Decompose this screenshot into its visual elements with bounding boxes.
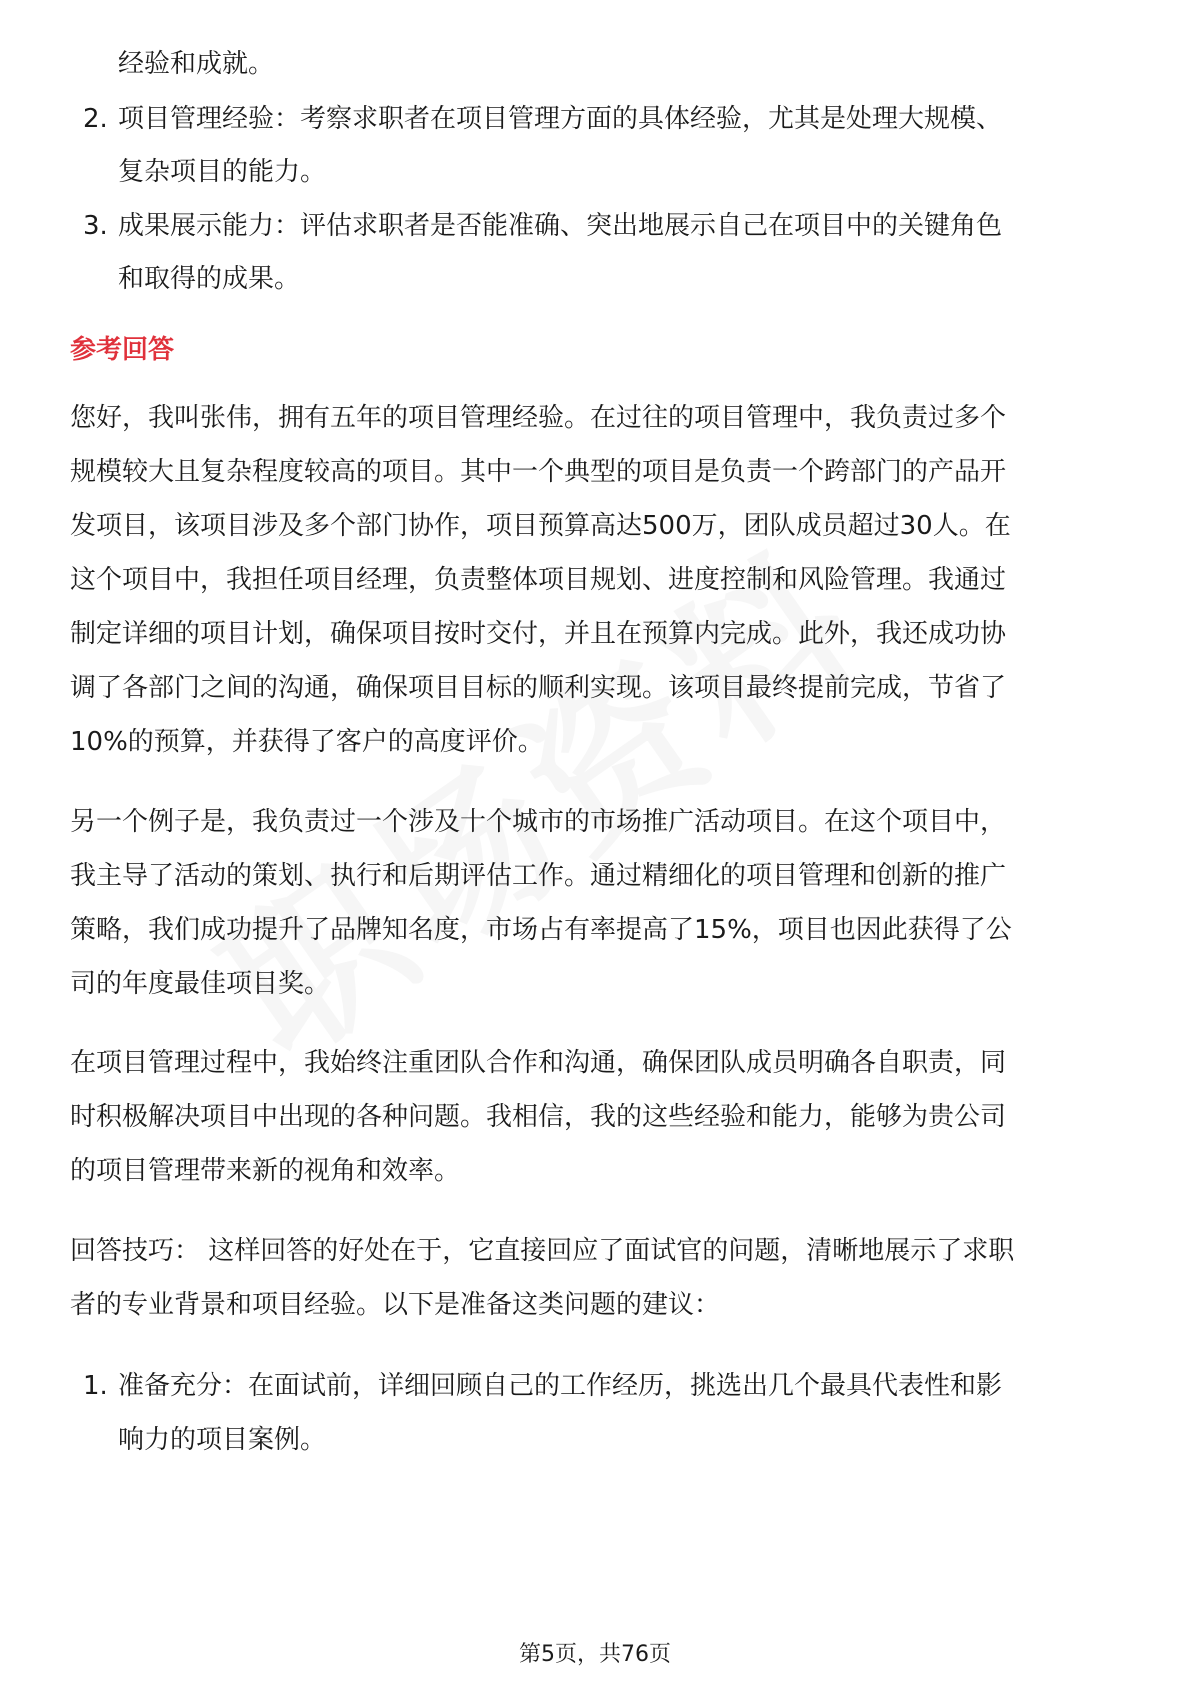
section-heading: 参考回答 (70, 335, 175, 365)
list-item-2-line-2: 复杂项目的能力。 (118, 157, 327, 187)
list-number: 1. (83, 1371, 108, 1401)
paragraph-3-line: 在项目管理过程中，我始终注重团队合作和沟通，确保团队成员明确各自职责，同 (70, 1048, 1007, 1078)
paragraph-1-line: 这个项目中，我担任项目经理，负责整体项目规划、进度控制和风险管理。我通过 (70, 565, 1007, 595)
list-item-3-line-1: 成果展示能力：评估求职者是否能准确、突出地展示自己在项目中的关键角色 (118, 211, 1003, 241)
paragraph-2-line: 策略，我们成功提升了品牌知名度，市场占有率提高了15%，项目也因此获得了公 (70, 915, 1012, 945)
paragraph-3-line: 时积极解决项目中出现的各种问题。我相信，我的这些经验和能力，能够为贵公司 (70, 1102, 1007, 1132)
paragraph-1-line: 您好，我叫张伟，拥有五年的项目管理经验。在过往的项目管理中，我负责过多个 (70, 403, 1007, 433)
page-number-footer: 第5页，共76页 (519, 1642, 671, 1667)
paragraph-2-line: 我主导了活动的策划、执行和后期评估工作。通过精细化的项目管理和创新的推广 (70, 861, 1007, 891)
paragraph-1-line: 规模较大且复杂程度较高的项目。其中一个典型的项目是负责一个跨部门的产品开 (70, 457, 1007, 487)
list-item-3-line-2: 和取得的成果。 (118, 264, 301, 294)
list-item-1-tail: 经验和成就。 (118, 49, 275, 79)
paragraph-1-line: 10%的预算，并获得了客户的高度评价。 (70, 727, 544, 757)
list2-item-1-line-2: 响力的项目案例。 (118, 1425, 327, 1455)
paragraph-4-line: 者的专业背景和项目经验。以下是准备这类问题的建议： (70, 1290, 721, 1320)
list-number: 2. (83, 104, 108, 134)
paragraph-1-line: 调了各部门之间的沟通，确保项目目标的顺利实现。该项目最终提前完成，节省了 (70, 673, 1007, 703)
paragraph-2-line: 另一个例子是，我负责过一个涉及十个城市的市场推广活动项目。在这个项目中， (70, 807, 1007, 837)
paragraph-3-line: 的项目管理带来新的视角和效率。 (70, 1156, 461, 1186)
list-number: 3. (83, 211, 108, 241)
paragraph-1-line: 制定详细的项目计划，确保项目按时交付，并且在预算内完成。此外，我还成功协 (70, 619, 1007, 649)
paragraph-4-line: 回答技巧： 这样回答的好处在于，它直接回应了面试官的问题，清晰地展示了求职 (70, 1236, 1015, 1266)
paragraph-1-line: 发项目，该项目涉及多个部门协作，项目预算高达500万，团队成员超过30人。在 (70, 511, 1011, 541)
list2-item-1-line-1: 准备充分：在面试前，详细回顾自己的工作经历，挑选出几个最具代表性和影 (118, 1371, 1003, 1401)
list-item-2-line-1: 项目管理经验：考察求职者在项目管理方面的具体经验，尤其是处理大规模、 (118, 104, 1003, 134)
paragraph-2-line: 司的年度最佳项目奖。 (70, 969, 331, 999)
